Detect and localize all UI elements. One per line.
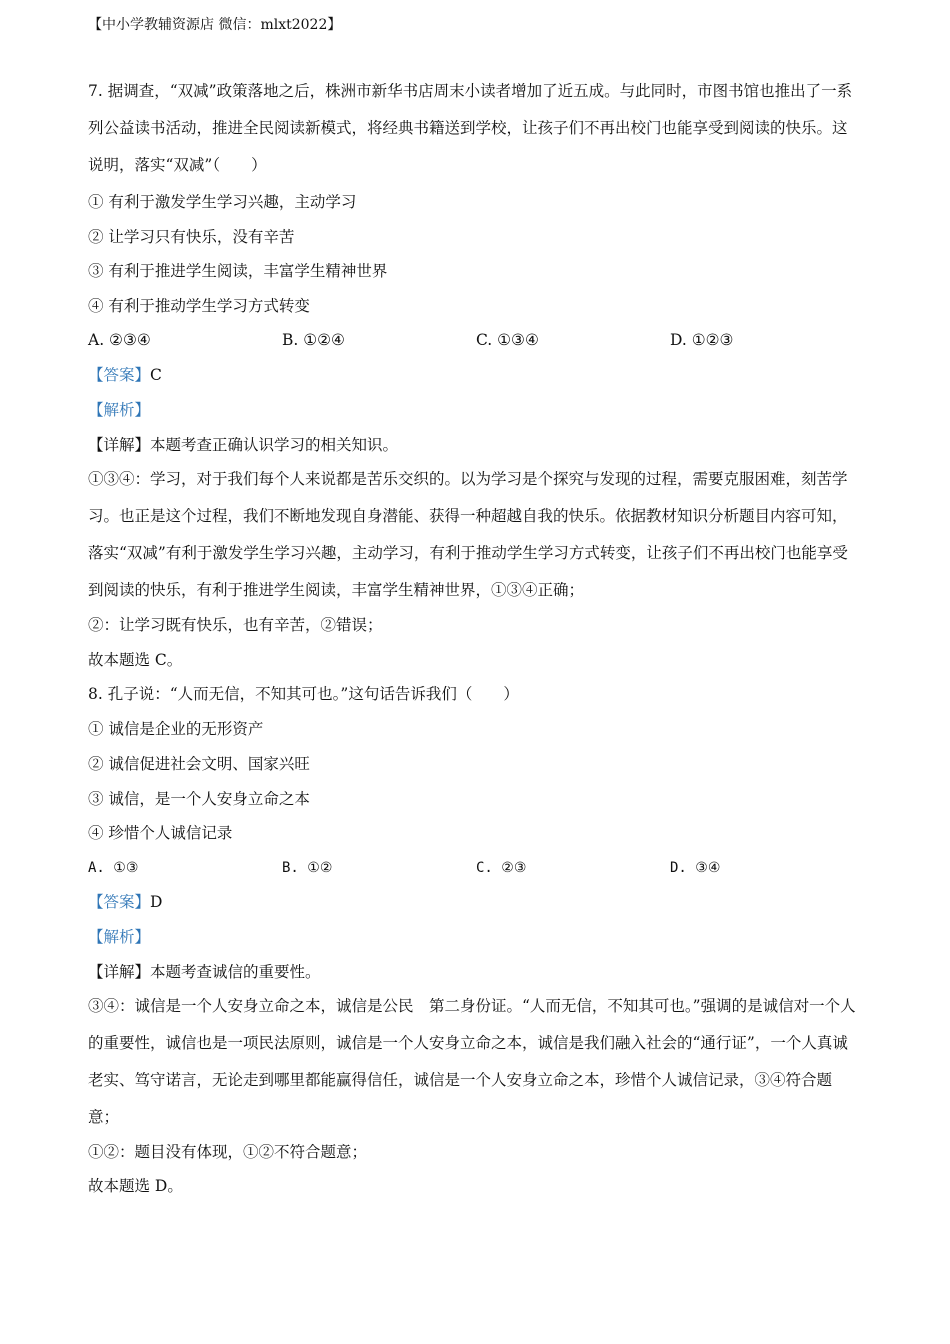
q8-answer-tag: 【答案】 [88,893,151,911]
q7-answer-tag: 【答案】 [88,366,151,384]
q7-analysis-tag: 【解析】 [88,401,151,419]
page-header: 【中小学教辅资源店 微信：mlxt2022】 [88,17,342,33]
q8-answer-line [88,892,860,912]
q8-analysis-tag: 【解析】 [88,928,151,946]
q8-explanation: ③④：诚信是一个人安身立命之本，诚信是公民 第二身份证。“人而无信，不知其可也。”强调的是诚信对一个人的重要性，诚信也是一项民法原则，诚信是一个人安身立命之本，诚信是我们融入社会的“通行证”，一个人真诚老实、笃守诺言，无论走到哪里都能赢得信任，诚信是一个人安身立命之本，珍惜个人诚信记录，③④符合题意； [88,996,856,1126]
q8-option-a: A. ①③ [88,860,139,876]
q8-item-2: ② 诚信促进社会文明、国家兴旺 [88,755,310,773]
q7-option-a: A. ②③④ [88,331,151,349]
q7-option-d: D. ①②③ [670,331,734,349]
q8-item-1: ① 诚信是企业的无形资产 [88,720,264,738]
q7-detail: 【详解】本题考查正确认识学习的相关知识。 [88,435,399,454]
q8-wrong: ①②：题目没有体现，①②不符合题意； [88,1142,368,1161]
q7-option-c: C. ①③④ [476,331,539,349]
q7-answer: C [150,366,162,384]
q8-option-c: C. ②③ [476,860,527,876]
q8-options [88,858,860,878]
q7-explanation: ①③④：学习，对于我们每个人来说都是苦乐交织的。以为学习是个探究与发现的过程，需要克服困难，刻苦学习。也正是这个过程，我们不断地发现自身潜能、获得一种超越自我的快乐。依据教材知识分析题目内容可知，落实“双减”有利于激发学生学习兴趣，主动学习，有利于推动学生学习方式转变，让孩子们不再出校门也能享受到阅读的快乐，有利于推进学生阅读，丰富学生精神世界，①③④正确； [88,469,848,599]
q8-option-b: B. ①② [282,860,333,876]
q7-item-1: ① 有利于激发学生学习兴趣，主动学习 [88,193,357,211]
q7-item-4: ④ 有利于推动学生学习方式转变 [88,296,310,315]
q8-answer: D [150,893,163,911]
document-body [88,80,860,1196]
q8-detail: 【详解】本题考查诚信的重要性。 [88,962,321,981]
q7-item-3: ③ 有利于推进学生阅读，丰富学生精神世界 [88,262,388,280]
q7-item-2: ② 让学习只有快乐，没有辛苦 [88,227,295,246]
q8-item-3: ③ 诚信，是一个人安身立命之本 [88,789,310,808]
q8-stem: 8. 孔子说：“人而无信，不知其可也。”这句话告诉我们（ ） [88,685,519,703]
q8-item-4: ④ 珍惜个人诚信记录 [88,824,233,842]
q8-conclusion: 故本题选 D。 [88,1177,183,1195]
q7-conclusion: 故本题选 C。 [88,650,183,669]
q8-option-d: D. ③④ [670,860,721,876]
q7-options [88,330,860,350]
q7-answer-line [88,365,860,385]
q7-option-b: B. ①②④ [282,331,345,349]
q7-stem: 7. 据调查，“双减”政策落地之后，株洲市新华书店周末小读者增加了近五成。与此同时，市图书馆也推出了一系列公益读书活动，推进全民阅读新模式，将经典书籍送到学校，让孩子们不再出校门也能享受到阅读的快乐。这说明，落实“双减”（ ） [88,82,853,174]
q7-wrong: ②：让学习既有快乐，也有辛苦，②错误； [88,615,383,634]
